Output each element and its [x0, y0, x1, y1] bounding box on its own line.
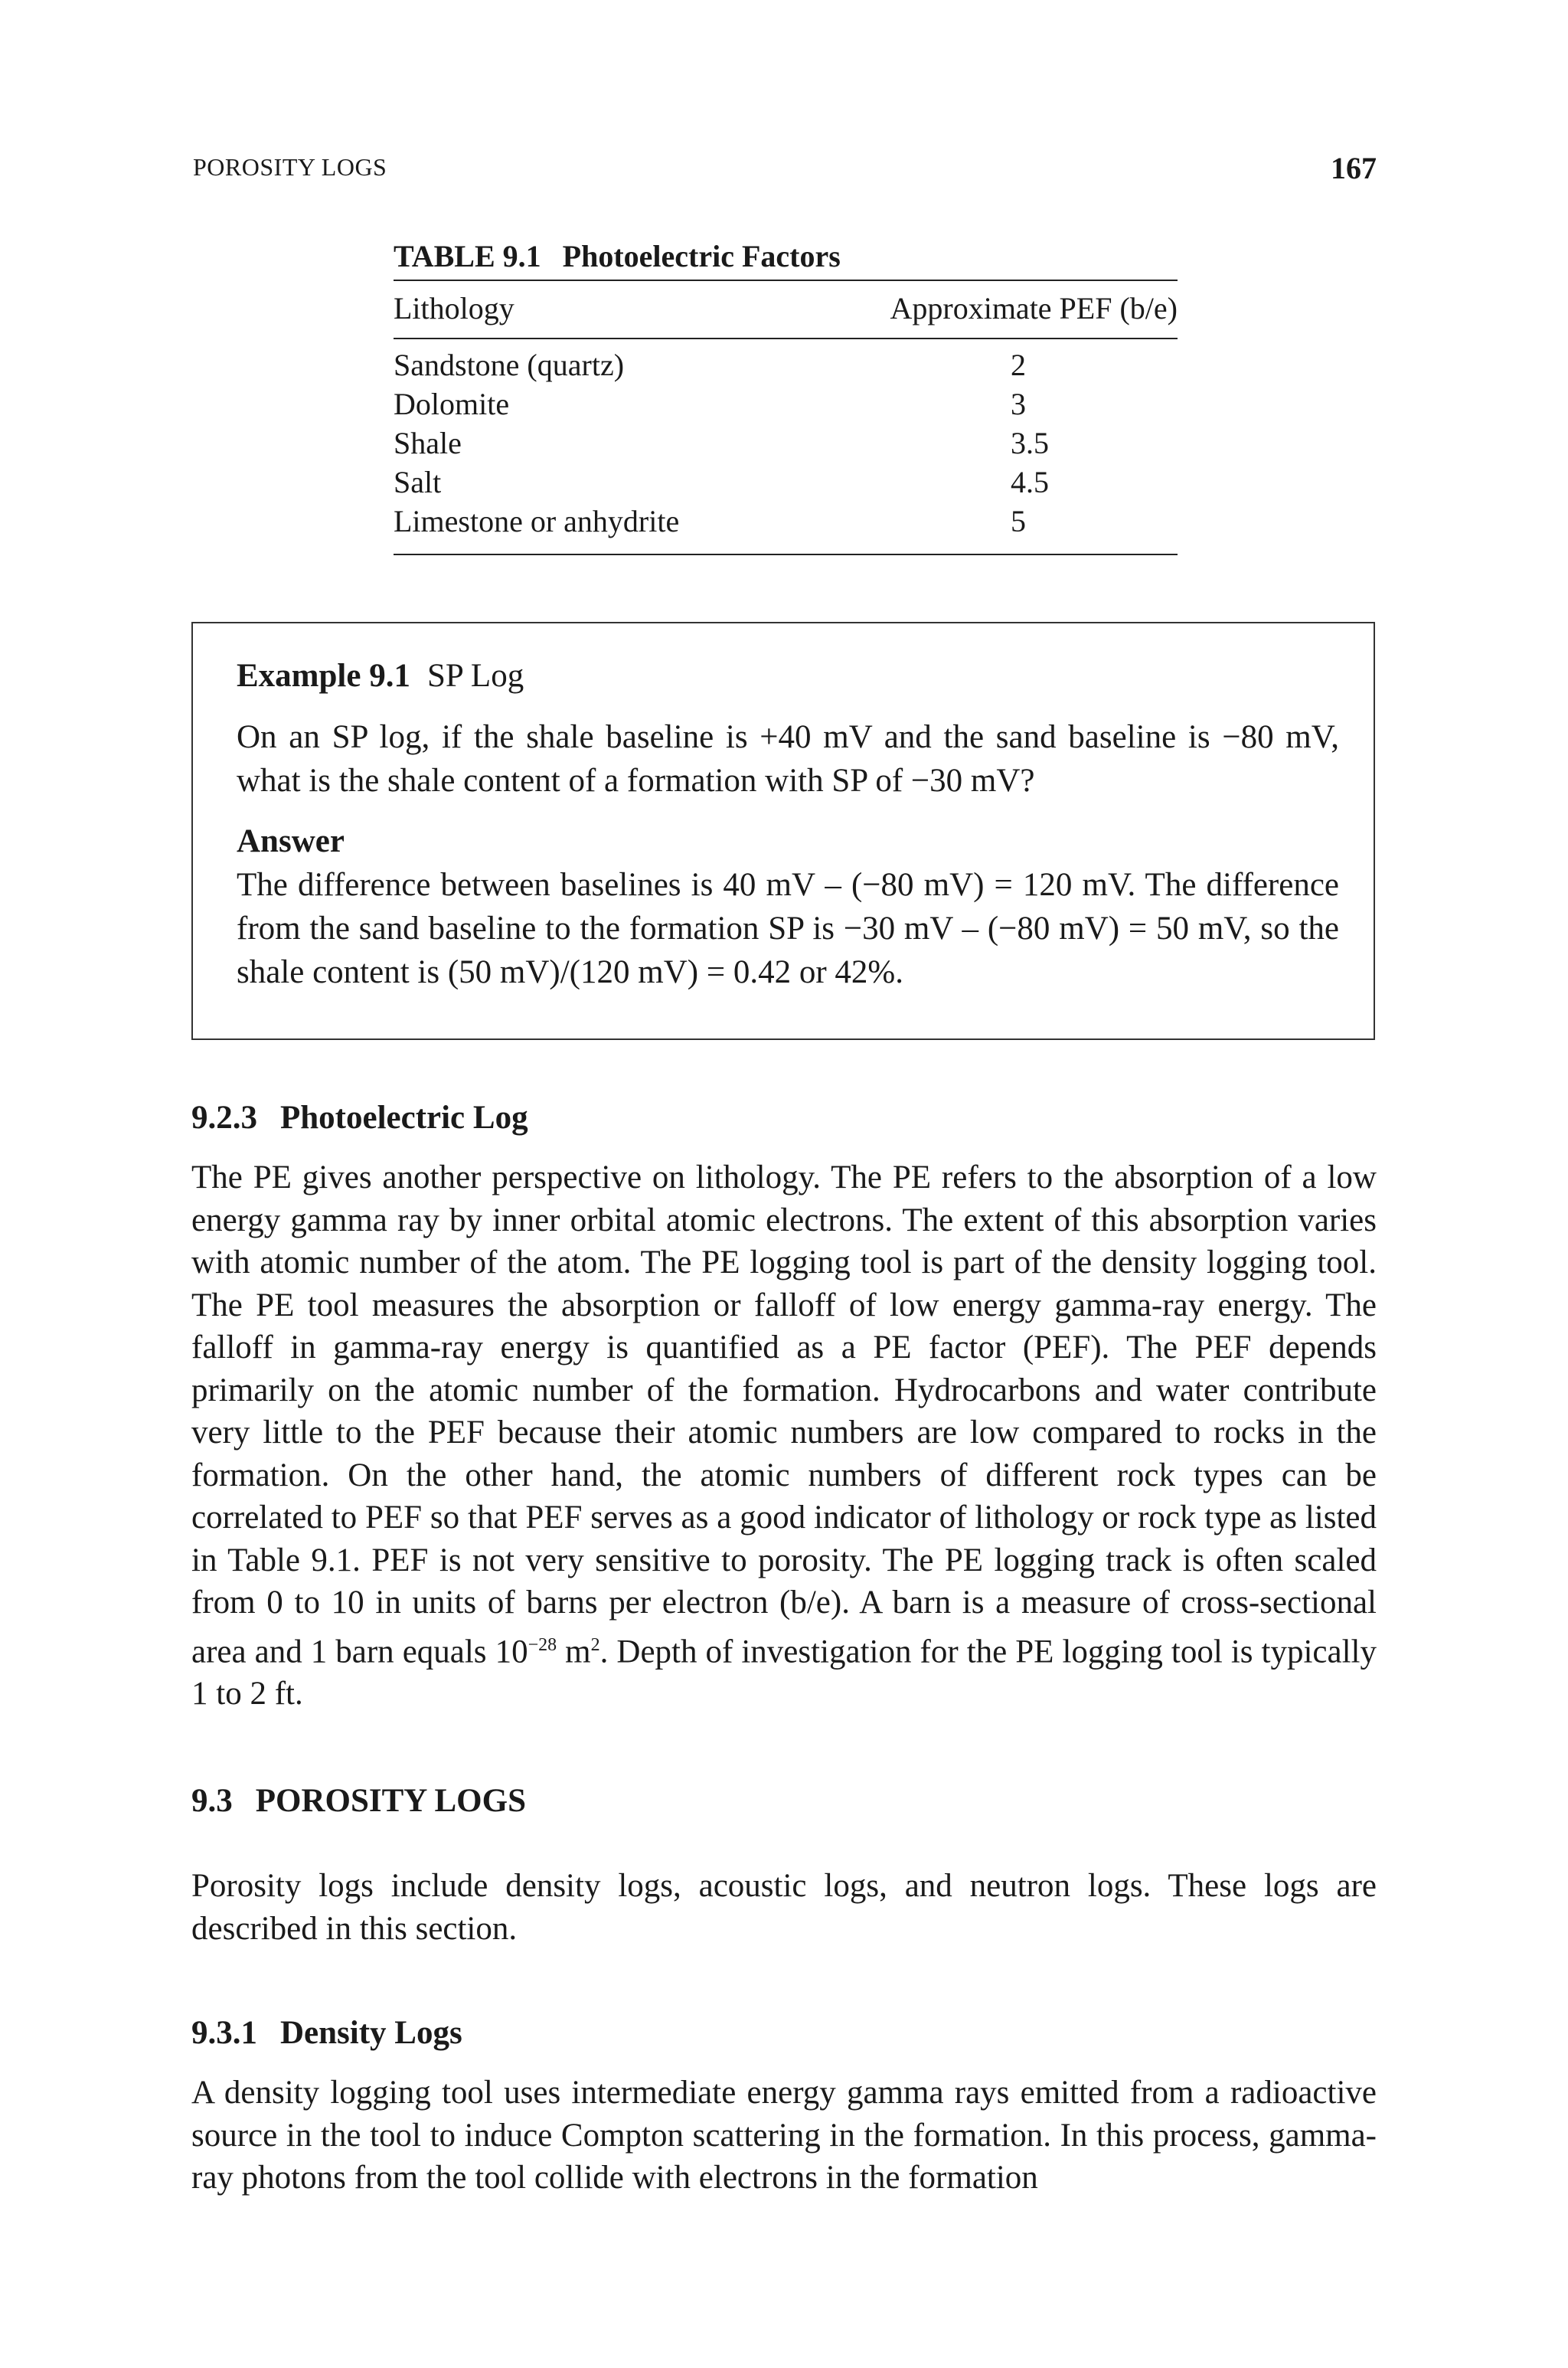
column-header-lithology: Lithology [394, 291, 514, 325]
section-heading-9-3 [191, 1782, 526, 1820]
paragraph-density-logs: A density logging tool uses intermediate energy gamma rays emitted from a radioactive source in the tool to induce Compton scattering in the formation. In this process, gamma-ray photons from the tool collide with electrons in the formation [191, 2075, 1377, 2196]
example-question: On an SP log, if the shale baseline is +40 mV and the sand baseline is −80 mV, what is the shale content of a formation with SP of −30 mV? [237, 719, 1339, 799]
section-title: Photoelectric Log [280, 1100, 528, 1136]
table-body [394, 339, 1178, 554]
table-header-row [394, 281, 1178, 338]
table-row [394, 386, 1178, 425]
page-number: 167 [1331, 151, 1377, 185]
cell-pef: 3 [1011, 387, 1026, 421]
table-bottom-rule [394, 554, 1178, 555]
cell-pef: 3.5 [1011, 426, 1049, 460]
example-name: SP Log [426, 658, 524, 694]
section-heading-9-2-3 [191, 1099, 528, 1137]
cell-lithology: Salt [394, 465, 442, 499]
unit-text: m [557, 1633, 591, 1670]
table-row [394, 347, 1178, 386]
cell-lithology: Limestone or anhydrite [394, 504, 680, 538]
cell-lithology: Shale [394, 426, 462, 460]
table-caption [394, 234, 1178, 280]
section-number: 9.3 [191, 1783, 233, 1819]
answer-text: The difference between baselines is 40 mV – (−80 mV) = 120 mV. The difference from the sand baseline to the formation SP is −30 mV – (−80 mV) = 50 mV, so the shale content is (50 mV)/(120 mV) = 0.42 or 42%. [237, 867, 1339, 990]
table-row [394, 464, 1178, 503]
superscript-exponent: 2 [590, 1634, 600, 1655]
running-title: POROSITY LOGS [193, 153, 387, 181]
table-caption-number: TABLE 9.1 [394, 239, 541, 273]
paragraph-text: The PE gives another perspective on lithology. The PE refers to the absorption of a low energy gamma ray by inner orbital atomic electrons. The extent of this absorption varies with atomic number of the atom. The PE logging tool is part of the density logging tool. The PE tool measures the absorption or falloff of low energy gamma-ray energy. The falloff in gamma-ray energy is quantified as a PE factor (PEF). The PEF depends primarily on the atomic number of the formation. Hydrocarbons and water contribute very little to the PEF because their atomic numbers are low compared to rocks in the formation. On the other hand, the atomic numbers of different rock types can be correlated to PEF so that PEF serves as a good indicator of lithology or rock type as listed in Table 9.1. PEF is not very sensitive to porosity. The PE logging track is often scaled from 0 to 10 in units of barns per electron (b/e). A barn is a measure of cross-sectional area and 1 barn equals 10 [191, 1159, 1377, 1670]
running-header [193, 153, 1377, 191]
section-heading-9-3-1 [191, 2014, 462, 2052]
section-title: Density Logs [280, 2015, 462, 2051]
example-content [237, 654, 1339, 994]
answer-heading: Answer [237, 823, 345, 859]
example-box [191, 622, 1375, 1040]
section-number: 9.2.3 [191, 1100, 257, 1136]
section-title: POROSITY LOGS [255, 1783, 526, 1819]
example-number: Example 9.1 [237, 658, 410, 694]
paragraph-photoelectric [191, 1156, 1377, 1715]
cell-lithology: Sandstone (quartz) [394, 348, 625, 382]
paragraph-text: . Depth of investigation for the PE logging tool is typically 1 to 2 ft. [191, 1633, 1377, 1712]
cell-pef: 4.5 [1011, 465, 1049, 499]
cell-pef: 2 [1011, 348, 1026, 382]
paragraph-porosity-logs: Porosity logs include density logs, acoustic logs, and neutron logs. These logs are described in this section. [191, 1868, 1377, 1947]
superscript-exponent: −28 [528, 1634, 557, 1655]
pef-table [394, 234, 1178, 555]
table-row [394, 503, 1178, 542]
section-number: 9.3.1 [191, 2015, 257, 2051]
example-title [237, 654, 1339, 698]
table-caption-title: Photoelectric Factors [562, 239, 841, 273]
column-header-pef: Approximate PEF (b/e) [890, 291, 1178, 325]
cell-lithology: Dolomite [394, 387, 510, 421]
cell-pef: 5 [1011, 504, 1026, 538]
table-row [394, 425, 1178, 464]
